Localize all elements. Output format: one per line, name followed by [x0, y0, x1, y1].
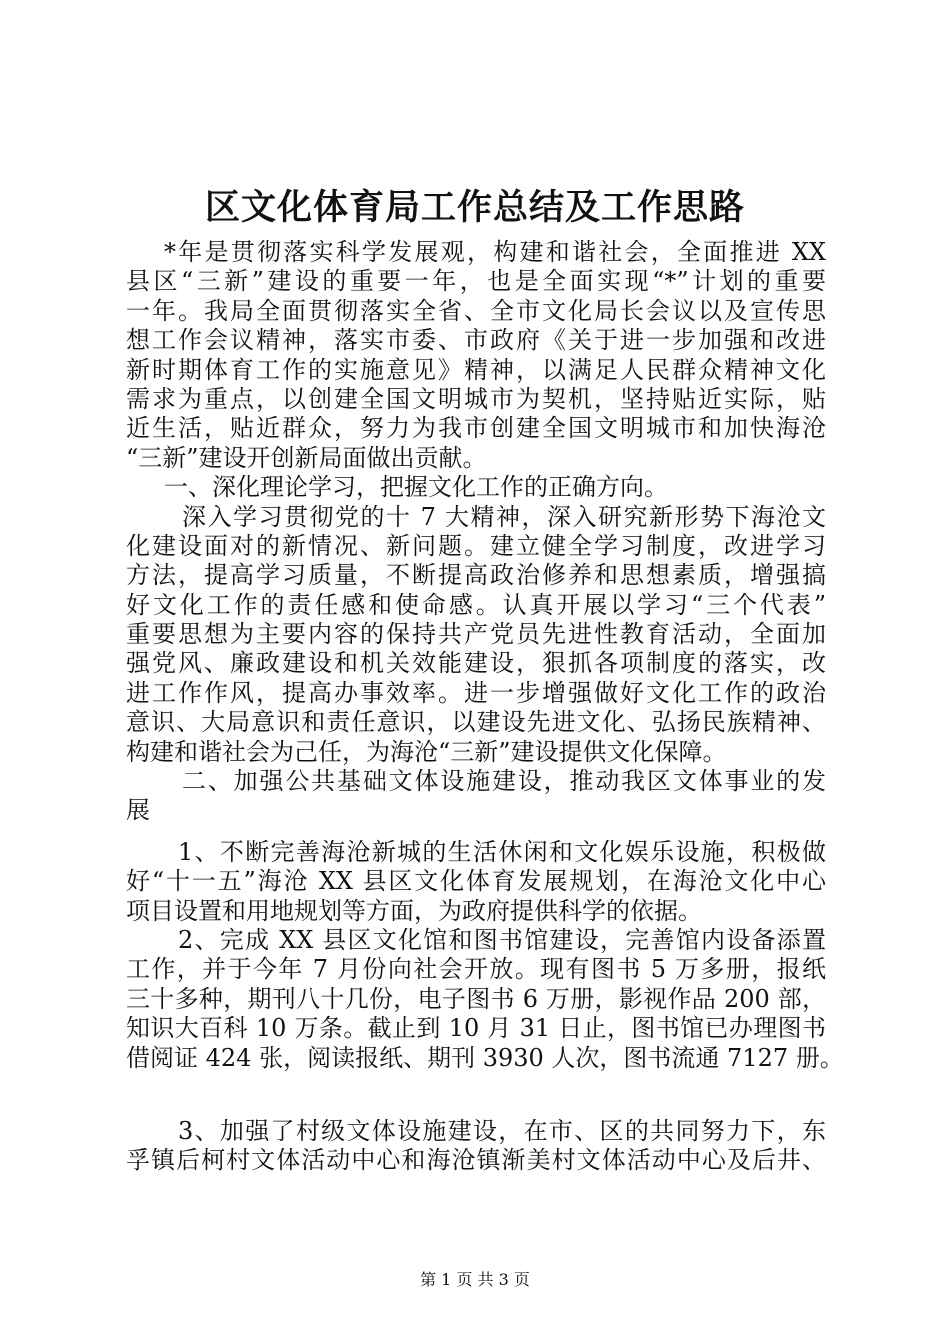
text-line: *年是贯彻落实科学发展观，构建和谐社会，全面推进 XX	[164, 238, 826, 266]
text-line: 新时期体育工作的实施意见》精神，以满足人民群众精神文化	[126, 355, 826, 384]
text-line: 进工作作风，提高办事效率。进一步增强做好文化工作的政治	[126, 678, 826, 707]
text-line: 工作，并于今年 7 月份向社会开放。现有图书 5 万多册，报纸	[126, 955, 826, 984]
document-body	[126, 238, 844, 1176]
text-line: 重要思想为主要内容的保持共产党员先进性教育活动，全面加	[126, 620, 826, 649]
text-line: 强党风、廉政建设和机关效能建设，狠抓各项制度的落实，改	[126, 649, 826, 678]
text-line: 好“十一五”海沧 XX 县区文化体育发展规划，在海沧文化中心	[126, 867, 826, 896]
document-title: 区文化体育局工作总结及工作思路	[204, 187, 745, 228]
text-line: 孚镇后柯村文体活动中心和海沧镇渐美村文体活动中心及后井、	[126, 1146, 826, 1175]
text-line: 三十多种，期刊八十几份，电子图书 6 万册，影视作品 200 部，	[126, 984, 826, 1013]
text-line: 3、加强了村级文体设施建设，在市、区的共同努力下，东	[178, 1116, 826, 1145]
section-heading-continued: 展	[126, 796, 150, 825]
paragraph-gap	[126, 1073, 826, 1117]
section-heading: 一、深化理论学习，把握文化工作的正确方向。	[164, 473, 668, 502]
text-line: 构建和谐社会为己任，为海沧“三新”建设提供文化保障。	[126, 737, 727, 766]
text-line: 一年。我局全面贯彻落实全省、全市文化局长会议以及宣传思	[126, 296, 826, 325]
text-line: 县区“三新”建设的重要一年，也是全面实现“*”计划的重要	[126, 267, 826, 296]
text-line: 意识、大局意识和责任意识，以建设先进文化、弘扬民族精神、	[126, 708, 826, 737]
text-line: 想工作会议精神，落实市委、市政府《关于进一步加强和改进	[126, 326, 826, 355]
text-line: 项目设置和用地规划等方面，为政府提供科学的依据。	[126, 896, 702, 925]
page-number-footer: 第 1 页 共 3 页	[420, 1270, 530, 1289]
text-line: 2、完成 XX 县区文化馆和图书馆建设，完善馆内设备添置	[178, 925, 826, 954]
text-line: 好文化工作的责任感和使命感。认真开展以学习“三个代表”	[126, 590, 826, 619]
text-line: 1、不断完善海沧新城的生活休闲和文化娱乐设施，积极做	[178, 837, 826, 866]
text-line: “三新”建设开创新局面做出贡献。	[126, 443, 487, 472]
text-line: 知识大百科 10 万条。截止到 10 月 31 日止，图书馆已办理图书	[126, 1014, 826, 1043]
text-line: 方法，提高学习质量，不断提高政治修养和思想素质，增强搞	[126, 561, 826, 590]
section-heading: 二、加强公共基础文体设施建设，推动我区文体事业的发	[182, 767, 826, 796]
text-line: 化建设面对的新情况、新问题。建立健全学习制度，改进学习	[126, 531, 826, 560]
text-line: 近生活，贴近群众，努力为我市创建全国文明城市和加快海沧	[126, 414, 826, 443]
text-line: 深入学习贯彻党的十 7 大精神，深入研究新形势下海沧文	[182, 502, 826, 531]
text-line: 借阅证 424 张，阅读报纸、期刊 3930 人次，图书流通 7127 册。	[126, 1043, 844, 1072]
text-line: 需求为重点，以创建全国文明城市为契机，坚持贴近实际，贴	[126, 384, 826, 413]
